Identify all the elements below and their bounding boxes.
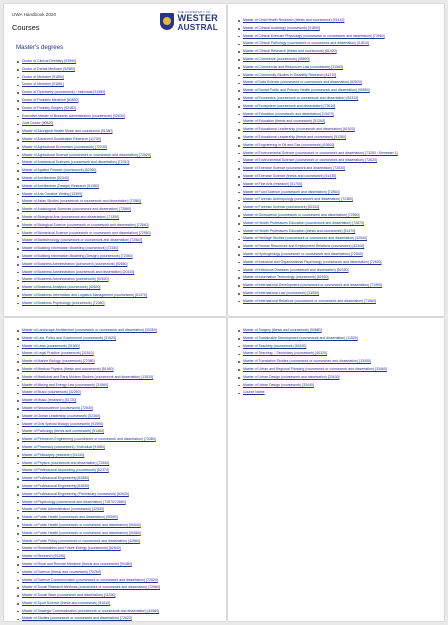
course-link[interactable]: Doctor of Optometry (coursework) / Individual [91580]: [22, 90, 106, 95]
course-link[interactable]: Master of Public Health (coursework or coursework and dissertation) [90560]: [22, 530, 141, 535]
list-item: [238, 327, 438, 335]
course-link[interactable]: Master of Laws (coursework) [31500]: [22, 343, 80, 348]
list-item: [17, 245, 218, 253]
list-item: [238, 95, 438, 103]
course-link[interactable]: Master of Science (thesis and coursework) [70260]: [22, 569, 101, 574]
list-item: [17, 167, 218, 175]
course-link[interactable]: Master of Translation Studies (coursework or coursework and dissertation) [13450]: [243, 359, 371, 364]
list-item: [238, 196, 438, 204]
university-logo: [160, 9, 218, 34]
course-link[interactable]: Master of Agricultural Economics (coursework) [72030]: [22, 144, 107, 149]
list-item: [238, 134, 438, 142]
course-link[interactable]: Master of Environmental Science (coursework or coursework and dissertation) [72620]: [243, 158, 377, 163]
course-list-column-2: [238, 17, 438, 305]
list-item: [238, 72, 438, 80]
list-item: [17, 327, 218, 335]
list-item: [17, 120, 218, 128]
course-link[interactable]: Master of Social Work (coursework and dissertation) [11530]: [22, 593, 116, 598]
course-link[interactable]: Master of Infectious Diseases (coursework and dissertation) [52330]: [243, 267, 349, 272]
course-link[interactable]: Master of Asian Studies (coursework or coursework and dissertation) [72580]: [22, 199, 142, 204]
handbook-label: UWA Handbook 2020: [12, 12, 57, 17]
course-link[interactable]: Master of Clinical Research (thesis and coursework) [51420]: [243, 49, 337, 54]
course-link[interactable]: Master of Exercise Science (thesis and coursework) [51430]: [243, 173, 337, 178]
list-item: [17, 382, 218, 390]
list-item: [238, 165, 438, 173]
list-item: [17, 269, 218, 277]
course-link[interactable]: Master of Industrial and Organisational Psychology (coursework and dissertation) [72630]: [243, 259, 382, 264]
course-link[interactable]: Master of Surgery (thesis and coursework) [90680]: [243, 328, 322, 332]
logo-small-text: THE UNIVERSITY OF: [177, 10, 211, 15]
course-link[interactable]: Master of Business Analytics (coursework) [42620]: [22, 285, 101, 290]
course-link[interactable]: Master of Clinical Audiology (coursework) [91850]: [243, 25, 320, 30]
course-link[interactable]: Master of Medicinal and Early Modern Studies (coursework and dissertation) [13520]: [22, 374, 154, 379]
list-item: [17, 128, 218, 136]
course-link[interactable]: Master of Rural and Remote Medicine (thesis and coursework) [90480]: [22, 561, 132, 566]
list-item: [238, 228, 438, 236]
course-link[interactable]: Master of Applied Finance (coursework) [62360]: [22, 168, 97, 173]
list-item: [238, 64, 438, 72]
list-item: [17, 105, 218, 113]
course-link[interactable]: Master of Psychology (coursework and dissertation) [72870/72880]: [22, 499, 126, 504]
list-item: [17, 452, 218, 460]
course-link[interactable]: Doctor of Podiatry Surgery [92480]: [22, 105, 76, 110]
list-item: [17, 113, 218, 121]
list-item: [17, 276, 218, 284]
list-item: [17, 389, 218, 397]
list-item: [17, 159, 218, 167]
course-link[interactable]: Master of Anatomical Sciences (coursework and dissertation) [72310]: [22, 160, 130, 165]
list-item: [238, 103, 438, 111]
course-link[interactable]: Master of Biological Arts (coursework and dissertation) [71350]: [22, 214, 120, 219]
list-item: [17, 144, 218, 152]
course-link[interactable]: Master of Professional Accounting (coursework) [62370]: [22, 468, 109, 473]
list-item: [238, 290, 438, 298]
course-link[interactable]: Master of Building Information Modelling (Design) (coursework) [72350]: [22, 253, 133, 258]
page-4: [228, 318, 444, 621]
course-link[interactable]: Master of Pathology (thesis and coursework) [51480]: [22, 429, 104, 434]
course-link[interactable]: Master of Social Research Methods (coursework or coursework and dissertation) [72560]: [22, 585, 160, 590]
list-item: [17, 300, 218, 308]
list-item: [238, 243, 438, 251]
course-link[interactable]: Master of Data Science (coursework or coursework and dissertation) [62520]: [243, 80, 362, 85]
list-item: [238, 189, 438, 197]
list-item: [17, 483, 218, 491]
course-link[interactable]: Master of International Law (coursework) [31550]: [243, 290, 320, 295]
list-item: [17, 237, 218, 245]
course-link[interactable]: Doctor of Clinical Dentistry [93590]: [22, 59, 76, 63]
course-link[interactable]: Master of Oral Special Biology (coursework) [91590]: [22, 421, 103, 426]
course-link[interactable]: Master of Pharmacy (coursework) / Individual [91580]: [22, 444, 105, 449]
course-link[interactable]: Master of Music (coursework) [32250]: [22, 390, 81, 395]
course-link[interactable]: Master of Education (coursework and dissertation) [13470]: [243, 111, 334, 116]
list-item: [238, 259, 438, 267]
page-1: [4, 4, 226, 316]
list-item: [238, 40, 438, 48]
course-link[interactable]: Master of Education (thesis and coursework) [51260]: [243, 119, 325, 124]
course-list-column-3: [17, 327, 218, 621]
list-item: [17, 58, 218, 66]
course-link[interactable]: Master of Petroleum Engineering (coursework or coursework and dissertation) [73380]: [22, 437, 156, 442]
list-item: [17, 261, 218, 269]
list-item: [17, 374, 218, 382]
course-link[interactable]: Master of Clinical Exercise Physiology (coursework or coursework and dissertation) [73960]: [243, 33, 385, 38]
page-title: Courses: [12, 23, 40, 32]
course-link[interactable]: Master of Aboriginal Health Music and coursework [91380]: [22, 129, 113, 134]
list-item: [238, 350, 438, 358]
list-item: [17, 514, 218, 522]
course-link[interactable]: Master of Biomedical Science (coursework or coursework and dissertation) [72550]: [22, 230, 151, 235]
list-item: [17, 499, 218, 507]
course-link[interactable]: Master of Educational Leadership (thesis and coursework) [51280]: [243, 134, 346, 139]
course-link[interactable]: Master of Law, Policy and Government (coursework) [31520]: [22, 335, 116, 340]
course-link[interactable]: Master of Biological Science (coursework or coursework and dissertation) [72540]: [22, 222, 149, 227]
page-3: [4, 318, 226, 621]
course-link[interactable]: Master of Sport Science (thesis and coursework) [51610]: [22, 600, 111, 605]
page-2: [228, 4, 444, 316]
course-link[interactable]: Master of Building Information Modelling (coursework) [72340]: [22, 246, 119, 251]
course-link[interactable]: Master of Advanced Sustainable Research [41700]: [22, 136, 101, 141]
list-item: [238, 157, 438, 165]
course-link[interactable]: Master of Sustainable Development (coursework and dissertation) [11520]: [243, 335, 358, 340]
course-link[interactable]: Doctor of Dental Medicine [92580]: [22, 66, 75, 71]
course-link[interactable]: Doctor of Podiatric Medicine [90830]: [22, 97, 79, 102]
course-link[interactable]: Master of Legal Practice (coursework) [31510]: [22, 351, 94, 356]
course-link[interactable]: Master of Commercial and Resources Law (coursework) [31560]: [243, 64, 343, 69]
course-link[interactable]: Master of Community Studies in Disability Research [41270]: [243, 72, 337, 77]
list-item: [17, 350, 218, 358]
course-link[interactable]: Master of Economics (coursework or coursework and dissertation) [62310]: [243, 95, 359, 100]
course-link[interactable]: Master of Clinical Pathology (coursework or coursework and dissertation) [91810]: [243, 41, 369, 46]
course-link[interactable]: Master of Strategic Communication (coursework or coursework and dissertation) [42560]: [22, 608, 160, 613]
list-item: [17, 152, 218, 160]
course-link[interactable]: Master of Urban Design (coursework and dissertation) [33430]: [243, 374, 340, 379]
course-link[interactable]: Master of Architecture (Design) Research [51380]: [22, 183, 99, 188]
list-item: [238, 374, 438, 382]
list-item: [238, 118, 438, 126]
course-link[interactable]: Master of Fine Arts (research) [51700]: [243, 181, 302, 186]
list-item: [238, 335, 438, 343]
course-list-column-1: [17, 58, 218, 308]
course-link[interactable]: Master of Environmental Science (coursework or coursework and dissertation) [73250 / Semester 1]: [243, 150, 398, 155]
list-item: [17, 253, 218, 261]
section-title: Master's degrees: [16, 44, 64, 51]
list-item: [17, 592, 218, 600]
list-item: [17, 284, 218, 292]
list-item: [17, 506, 218, 514]
list-item: [17, 405, 218, 413]
list-item: [238, 366, 438, 374]
course-link[interactable]: Master of Child Health Research (thesis and coursework) [51410]: [243, 18, 345, 22]
course-link[interactable]: Master of Neuroscience (coursework) [72530]: [22, 405, 93, 410]
list-item: [17, 343, 218, 351]
course-link[interactable]: Master of Hydrogeology (coursework or coursework and dissertation) [72840]: [243, 251, 363, 256]
course-link[interactable]: Master of Business Administration (coursework and dissertation) [20420]: [22, 269, 135, 274]
list-item: [17, 428, 218, 436]
course-link[interactable]: Master of Arts Creative Writing [13390]: [22, 191, 83, 196]
course-link[interactable]: Master of International Development (coursework or coursework and dissertation) [71990]: [243, 283, 382, 288]
list-item: [238, 111, 438, 119]
list-item: [17, 491, 218, 499]
list-item: [238, 251, 438, 259]
list-item: [17, 97, 218, 105]
list-item: [238, 79, 438, 87]
course-link[interactable]: Master of Mining and Energy Law (coursework) [31560]: [22, 382, 108, 387]
course-link[interactable]: Master of Health Professions Education (coursework and dissertation) [72870]: [243, 220, 365, 225]
list-item: [17, 198, 218, 206]
course-link[interactable]: Master of Landscape Architecture (coursework or coursework and dissertation) [33350]: [22, 328, 157, 332]
list-item: [17, 522, 218, 530]
list-item: [17, 183, 218, 191]
list-item: [17, 358, 218, 366]
list-item: [17, 475, 218, 483]
logo-line-2: AUSTRAL: [177, 22, 218, 32]
course-link[interactable]: Master of Teaching (coursework) [61520]: [243, 343, 307, 348]
list-item: [17, 89, 218, 97]
list-item: [238, 87, 438, 95]
list-item: [17, 413, 218, 421]
list-item: [238, 389, 438, 397]
course-link[interactable]: Master of Heritage Studies (coursework or coursework and dissertation) [42540]: [243, 236, 367, 241]
course-link[interactable]: Master of Studies (coursework or coursework and dissertation) [72620]: [22, 616, 132, 621]
list-item: [238, 298, 438, 306]
logo-line-1: WESTER: [177, 13, 218, 24]
list-item: [238, 17, 438, 25]
list-item: [17, 335, 218, 343]
course-link[interactable]: Master of Public Health (coursework or coursework and dissertation) [90540]: [22, 522, 141, 527]
list-item: [238, 150, 438, 158]
course-link[interactable]: Master of Food Science (coursework and dissertation) [72840]: [243, 189, 340, 194]
course-link[interactable]: Doctor of Medicine [91850]: [22, 74, 64, 79]
course-link[interactable]: Master of Information Technology (coursework) [62530]: [243, 275, 329, 280]
course-link[interactable]: Master of Teaching – Secondary (coursework) [40320]: [243, 351, 327, 356]
course-link[interactable]: Master of Educational Leadership (coursework and dissertation) [61520]: [243, 127, 355, 132]
list-item: [17, 561, 218, 569]
list-item: [17, 538, 218, 546]
course-link[interactable]: Master of Research [91250]: [22, 554, 66, 559]
list-item: [17, 608, 218, 616]
course-link[interactable]: Master of Business Administration (coursework) [92520]: [22, 277, 109, 282]
list-item: [17, 214, 218, 222]
list-item: [238, 267, 438, 275]
list-item: [238, 142, 438, 150]
list-item: [238, 56, 438, 64]
course-link[interactable]: Doctor of Medicine [91851]: [22, 82, 64, 87]
course-list-column-4: [238, 327, 438, 397]
course-link[interactable]: Master of Forensic Science (coursework) [52310]: [243, 205, 320, 210]
course-link[interactable]: Master of Forensic Anthropology (coursework and dissertation) [72380]: [243, 197, 353, 202]
course-link[interactable]: Master of International Relations (coursework or coursework and dissertation) [71560]: [243, 298, 376, 303]
course-link[interactable]: Master of Agricultural Science (coursework or coursework and dissertation) [72520]: [22, 152, 151, 157]
list-item: [238, 126, 438, 134]
course-link[interactable]: Master of Marine Biology (coursework) [72380]: [22, 359, 95, 364]
list-item: [17, 206, 218, 214]
list-item: [238, 235, 438, 243]
course-link[interactable]: Master of Audiological Sciences (coursework and dissertation) [72860]: [22, 207, 131, 212]
course-link[interactable]: Master of Physics (coursework and dissertation) [72540]: [22, 460, 110, 465]
list-item: [238, 274, 438, 282]
course-link[interactable]: Master of Professional Engineering [62580]: [22, 476, 90, 481]
list-item: [17, 530, 218, 538]
course-link[interactable]: Master of Medical Physics (thesis and coursework) [51450]: [22, 366, 114, 371]
list-item: [17, 230, 218, 238]
list-item: [238, 220, 438, 228]
course-link[interactable]: Master of Business Psychology (coursework) [72360]: [22, 300, 105, 305]
list-item: [238, 181, 438, 189]
list-item: [17, 397, 218, 405]
list-item: [238, 173, 438, 181]
course-link[interactable]: Juris Doctor [90820]: [22, 121, 54, 126]
course-link[interactable]: Master of Business Administration (Advanced) (coursework) [92660]: [22, 261, 128, 266]
course-link[interactable]: Master of Exercise Science (coursework and dissertation) [72530]: [243, 166, 345, 171]
course-link[interactable]: Master of Public Health (coursework and dissertation) [90550]: [22, 515, 118, 520]
list-item: [238, 33, 438, 41]
course-link[interactable]: Master of Human Resources and Employment Relations (coursework) [42400]: [243, 244, 365, 249]
course-link[interactable]: Master of Engineering in Oil and Gas (coursework) [62600]: [243, 142, 335, 147]
list-item: [17, 615, 218, 621]
list-item: [17, 222, 218, 230]
list-item: [17, 460, 218, 468]
list-item: [17, 175, 218, 183]
list-item: [238, 343, 438, 351]
list-item: [17, 569, 218, 577]
list-item: [238, 25, 438, 33]
list-item: [238, 212, 438, 220]
course-link[interactable]: Master of Business Information and Logistics Management (coursework) [61370]: [22, 292, 147, 297]
university-crest-icon: [160, 13, 174, 30]
course-link[interactable]: Master of Philosophy (research) [91310]: [22, 452, 85, 457]
course-link[interactable]: Master of Renewables and Future Energy (coursework) [62640]: [22, 546, 121, 551]
course-link[interactable]: Master of Geoscience (coursework or coursework and dissertation) [72550]: [243, 212, 360, 217]
list-item: [238, 48, 438, 56]
list-item: [17, 577, 218, 585]
course-link[interactable]: Course Name: [243, 390, 265, 395]
list-item: [17, 74, 218, 82]
course-link[interactable]: Master of Music (research) [51720]: [22, 398, 77, 403]
course-link[interactable]: Master of Biotechnology (coursework or coursework and dissertation) [72560]: [22, 238, 143, 243]
list-item: [17, 366, 218, 374]
course-link[interactable]: Master of Architecture [52340]: [22, 175, 69, 180]
course-link[interactable]: Master of Health Professions Education (thesis and coursework) [51470]: [243, 228, 356, 233]
course-link[interactable]: Master of Commerce (coursework) [45800]: [243, 56, 310, 61]
list-item: [17, 600, 218, 608]
list-item: [238, 204, 438, 212]
course-link[interactable]: Master of Dental Public and Primary Health (coursework and dissertation) [90550]: [243, 88, 370, 93]
list-item: [17, 436, 218, 444]
list-item: [17, 421, 218, 429]
list-item: [17, 444, 218, 452]
course-link[interactable]: Master of Public Policy (coursework or coursework and dissertation) [42560]: [22, 538, 140, 543]
course-link[interactable]: Master of Ecosystem (coursework and dissertation) [72610]: [243, 103, 336, 108]
course-link[interactable]: Master of Professional Engineering (Preliminary coursework) [62630]: [22, 491, 129, 496]
list-item: [238, 358, 438, 366]
list-item: [17, 545, 218, 553]
list-item: [17, 81, 218, 89]
list-item: [238, 382, 438, 390]
course-link[interactable]: Master of Public Administration (coursework) [42530]: [22, 507, 104, 512]
course-link[interactable]: Master of Urban and Regional Planning (coursework or coursework and dissertation) [33460]: [243, 366, 387, 371]
course-link[interactable]: Master of Ocean Leadership (coursework) [52360]: [22, 413, 101, 418]
list-item: [17, 467, 218, 475]
course-link[interactable]: Executive Master of Business Administration (coursework) [92630]: [22, 113, 125, 118]
course-link[interactable]: Master of Science Communication (coursework or coursework and dissertation) [72520]: [22, 577, 158, 582]
list-item: [17, 66, 218, 74]
list-item: [17, 191, 218, 199]
list-item: [17, 553, 218, 561]
list-item: [17, 292, 218, 300]
course-link[interactable]: Master of Professional Engineering [62590]: [22, 483, 90, 488]
list-item: [17, 136, 218, 144]
list-item: [238, 282, 438, 290]
list-item: [17, 584, 218, 592]
course-link[interactable]: Master of Urban Design (coursework) [33440]: [243, 382, 314, 387]
